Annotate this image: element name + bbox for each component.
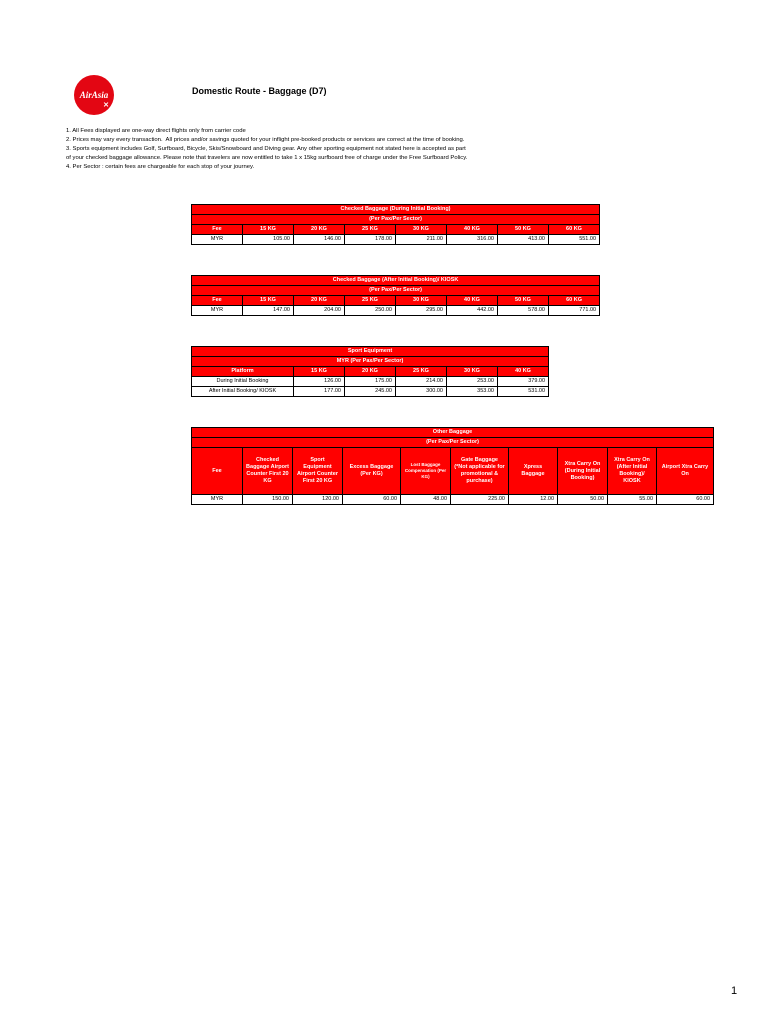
- column-header: 50 KG: [498, 296, 549, 306]
- plane-icon: ✕: [103, 101, 109, 109]
- column-header: 40 KG: [498, 367, 549, 377]
- table-row: [192, 377, 549, 387]
- column-header: Checked Baggage Airport Counter First 20 KG: [243, 448, 293, 495]
- note-line: of your checked baggage allowance. Please note that travelers are now entitled to take 1 x 15kg surfboard free of charge under the Free Surfboard Policy.: [66, 155, 468, 161]
- table-title: Other Baggage: [192, 428, 714, 438]
- table-cell: 204.00: [294, 306, 345, 316]
- column-header: 15 KG: [243, 225, 294, 235]
- column-header: Lost Baggage Compensation (Per KG): [401, 448, 451, 495]
- column-header: 50 KG: [498, 225, 549, 235]
- table-cell: 413.00: [498, 235, 549, 245]
- table-row: [192, 387, 549, 397]
- column-header: 40 KG: [447, 225, 498, 235]
- note-line: 3. Sports equipment includes Golf, Surfboard, Bicycle, Skis/Snowboard and Diving gear. Any other sporting equipment not stated here is accepted as part: [66, 146, 466, 152]
- table-cell: 147.00: [243, 306, 294, 316]
- table-cell: 531.00: [498, 387, 549, 397]
- table-cell: 214.00: [396, 377, 447, 387]
- table-cell: 48.00: [401, 495, 451, 505]
- table-row: [192, 306, 600, 316]
- table-title: Checked Baggage (During Initial Booking): [192, 205, 600, 215]
- table-cell: 225.00: [451, 495, 509, 505]
- table-cell: 300.00: [396, 387, 447, 397]
- table-cell: 12.00: [509, 495, 558, 505]
- column-header: 30 KG: [396, 225, 447, 235]
- logo-text: AirAsia: [79, 90, 109, 100]
- table-row: [192, 495, 714, 505]
- table-cell: During Initial Booking: [192, 377, 294, 387]
- column-header: Platform: [192, 367, 294, 377]
- table-cell: 245.00: [345, 387, 396, 397]
- column-header: Fee: [192, 448, 243, 495]
- column-header: 20 KG: [345, 367, 396, 377]
- table-cell: After Initial Booking/ KIOSK: [192, 387, 294, 397]
- table-cell: 50.00: [558, 495, 608, 505]
- table-row: [192, 235, 600, 245]
- table-cell: 126.00: [294, 377, 345, 387]
- table-cell: 60.00: [657, 495, 714, 505]
- table-cell: 175.00: [345, 377, 396, 387]
- page-title: Domestic Route - Baggage (D7): [192, 86, 327, 96]
- table-cell: 150.00: [243, 495, 293, 505]
- column-header: Xtra Carry On (After Initial Booking)/ KIOSK: [608, 448, 657, 495]
- column-header: 30 KG: [396, 296, 447, 306]
- table-cell: 551.00: [549, 235, 600, 245]
- column-header: 15 KG: [243, 296, 294, 306]
- table-cell: MYR: [192, 235, 243, 245]
- table-cell: 60.00: [343, 495, 401, 505]
- note-line: 2. Prices may vary every transaction. All prices and/or savings quoted for your inflight pre-booked products or services are correct at the time of booking.: [66, 137, 465, 143]
- table-cell: 178.00: [345, 235, 396, 245]
- table-cell: 379.00: [498, 377, 549, 387]
- column-header: Xtra Carry On (During Initial Booking): [558, 448, 608, 495]
- column-header: Sport Equipment Airport Counter First 20 KG: [293, 448, 343, 495]
- notes-block: [66, 127, 467, 172]
- table-cell: MYR: [192, 306, 243, 316]
- table-cell: 253.00: [447, 377, 498, 387]
- checked-baggage-initial-table: [191, 204, 600, 245]
- column-header: 25 KG: [345, 225, 396, 235]
- column-header: Fee: [192, 225, 243, 235]
- column-header: 40 KG: [447, 296, 498, 306]
- table-subtitle: (Per Pax/Per Sector): [192, 215, 600, 225]
- table-subtitle: (Per Pax/Per Sector): [192, 438, 714, 448]
- table-cell: 771.00: [549, 306, 600, 316]
- table-cell: 55.00: [608, 495, 657, 505]
- table-cell: 578.00: [498, 306, 549, 316]
- column-header: 20 KG: [294, 296, 345, 306]
- column-header: Excess Baggage (Per KG): [343, 448, 401, 495]
- column-header: 20 KG: [294, 225, 345, 235]
- column-header: Fee: [192, 296, 243, 306]
- other-baggage-table: [191, 427, 714, 505]
- table-cell: 146.00: [294, 235, 345, 245]
- checked-baggage-after-table: [191, 275, 600, 316]
- table-subtitle: (Per Pax/Per Sector): [192, 286, 600, 296]
- table-cell: 177.00: [294, 387, 345, 397]
- table-subtitle: MYR (Per Pax/Per Sector): [192, 357, 549, 367]
- table-cell: MYR: [192, 495, 243, 505]
- column-header: Xpress Baggage: [509, 448, 558, 495]
- column-header: 30 KG: [447, 367, 498, 377]
- table-cell: 105.00: [243, 235, 294, 245]
- column-header: 60 KG: [549, 225, 600, 235]
- table-cell: 316.00: [447, 235, 498, 245]
- table-cell: 120.00: [293, 495, 343, 505]
- table-title: Checked Baggage (After Initial Booking)/ KIOSK: [192, 276, 600, 286]
- column-header: 60 KG: [549, 296, 600, 306]
- airasia-logo: [74, 75, 114, 115]
- table-title: Sport Equipment: [192, 347, 549, 357]
- table-cell: 211.00: [396, 235, 447, 245]
- column-header: Airport Xtra Carry On: [657, 448, 714, 495]
- column-header: Gate Baggage (*Not applicable for promotional & purchase): [451, 448, 509, 495]
- column-header: 15 KG: [294, 367, 345, 377]
- table-cell: 295.00: [396, 306, 447, 316]
- table-cell: 442.00: [447, 306, 498, 316]
- table-cell: 250.00: [345, 306, 396, 316]
- column-header: 25 KG: [396, 367, 447, 377]
- column-header: 25 KG: [345, 296, 396, 306]
- note-line: 1. All Fees displayed are one-way direct flights only from carrier code: [66, 128, 246, 134]
- sport-equipment-table: [191, 346, 549, 397]
- note-line: 4. Per Sector : certain fees are chargeable for each stop of your journey.: [66, 164, 255, 170]
- table-cell: 353.00: [447, 387, 498, 397]
- page-number: 1: [731, 985, 738, 997]
